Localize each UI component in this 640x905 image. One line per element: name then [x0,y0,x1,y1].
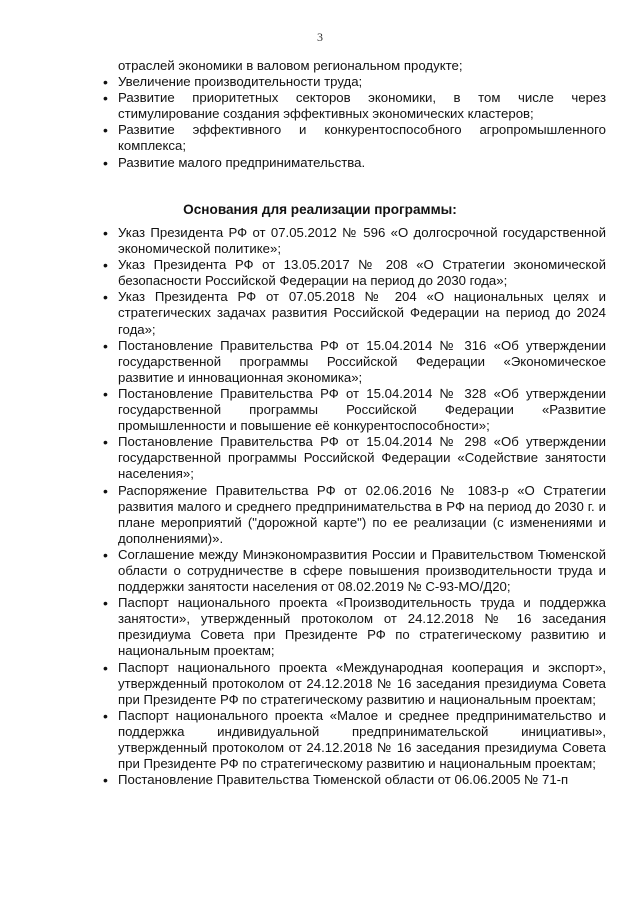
basis-item: • Постановление Правительства Тюменской области от 06.06.2005 № 71-п [118,772,606,788]
basis-section [118,225,606,788]
basis-item: • Паспорт национального проекта «Производительность труда и поддержка занятости», утвержденный протоколом от 24.12.2018 № 16 заседания президиума Совета при Президенте РФ по стратегическому развитию и национальным проектам; [118,595,606,659]
page-number: 3 [317,30,323,44]
goals-continued-section [118,58,606,171]
basis-heading: Основания для реализации программы: [183,202,457,217]
basis-list [118,225,606,788]
goals-list [118,58,606,171]
basis-item: • Постановление Правительства РФ от 15.04.2014 № 328 «Об утверждении государственной программы Российской Федерации «Развитие промышленности и повышение её конкурентоспособности»; [118,386,606,434]
basis-item: • Распоряжение Правительства РФ от 02.06.2016 № 1083-р «О Стратегии развития малого и среднего предпринимательства в РФ на период до 2030 г. и плане мероприятий ("дорожной карте") по ее реализации (с изменениями и дополнениями)». [118,483,606,547]
basis-item: • Указ Президента РФ от 13.05.2017 № 208 «О Стратегии экономической безопасности Российской Федерации на период до 2030 года»; [118,257,606,289]
basis-item: • Указ Президента РФ от 07.05.2018 № 204 «О национальных целях и стратегических задачах развития Российской Федерации на период до 2024 года»; [118,289,606,337]
goal-item: • Развитие приоритетных секторов экономики, в том числе через стимулирование создания эффективных экономических кластеров; [118,90,606,122]
basis-item: • Постановление Правительства РФ от 15.04.2014 № 298 «Об утверждении государственной программы Российской Федерации «Содействие занятости населения»; [118,434,606,482]
goal-item: отраслей экономики в валовом региональном продукте; [118,58,463,73]
goal-item: • Увеличение производительности труда; [118,74,606,90]
basis-item: • Паспорт национального проекта «Малое и среднее предпринимательство и поддержка индивидуальной предпринимательской инициативы», утвержденный протоколом от 24.12.2018 № 16 заседания президиума Совета при Президенте РФ по стратегическому развитию и национальным проектам; [118,708,606,772]
goal-item: • Развитие малого предпринимательства. [118,155,606,171]
basis-item: • Соглашение между Минэкономразвития России и Правительством Тюменской области о сотрудничестве в сфере повышения производительности труда и поддержки занятости населения от 08.02.2019 № С-93-МО/Д20; [118,547,606,595]
basis-item: • Паспорт национального проекта «Международная кооперация и экспорт», утвержденный протоколом от 24.12.2018 № 16 заседания президиума Совета при Президенте РФ по стратегическому развитию и национальным проектам; [118,660,606,708]
basis-item: • Постановление Правительства РФ от 15.04.2014 № 316 «Об утверждении государственной программы Российской Федерации «Экономическое развитие и инновационная экономика»; [118,338,606,386]
basis-item: • Указ Президента РФ от 07.05.2012 № 596 «О долгосрочной государственной экономической политике»; [118,225,606,257]
goal-item: • Развитие эффективного и конкурентоспособного агропромышленного комплекса; [118,122,606,154]
